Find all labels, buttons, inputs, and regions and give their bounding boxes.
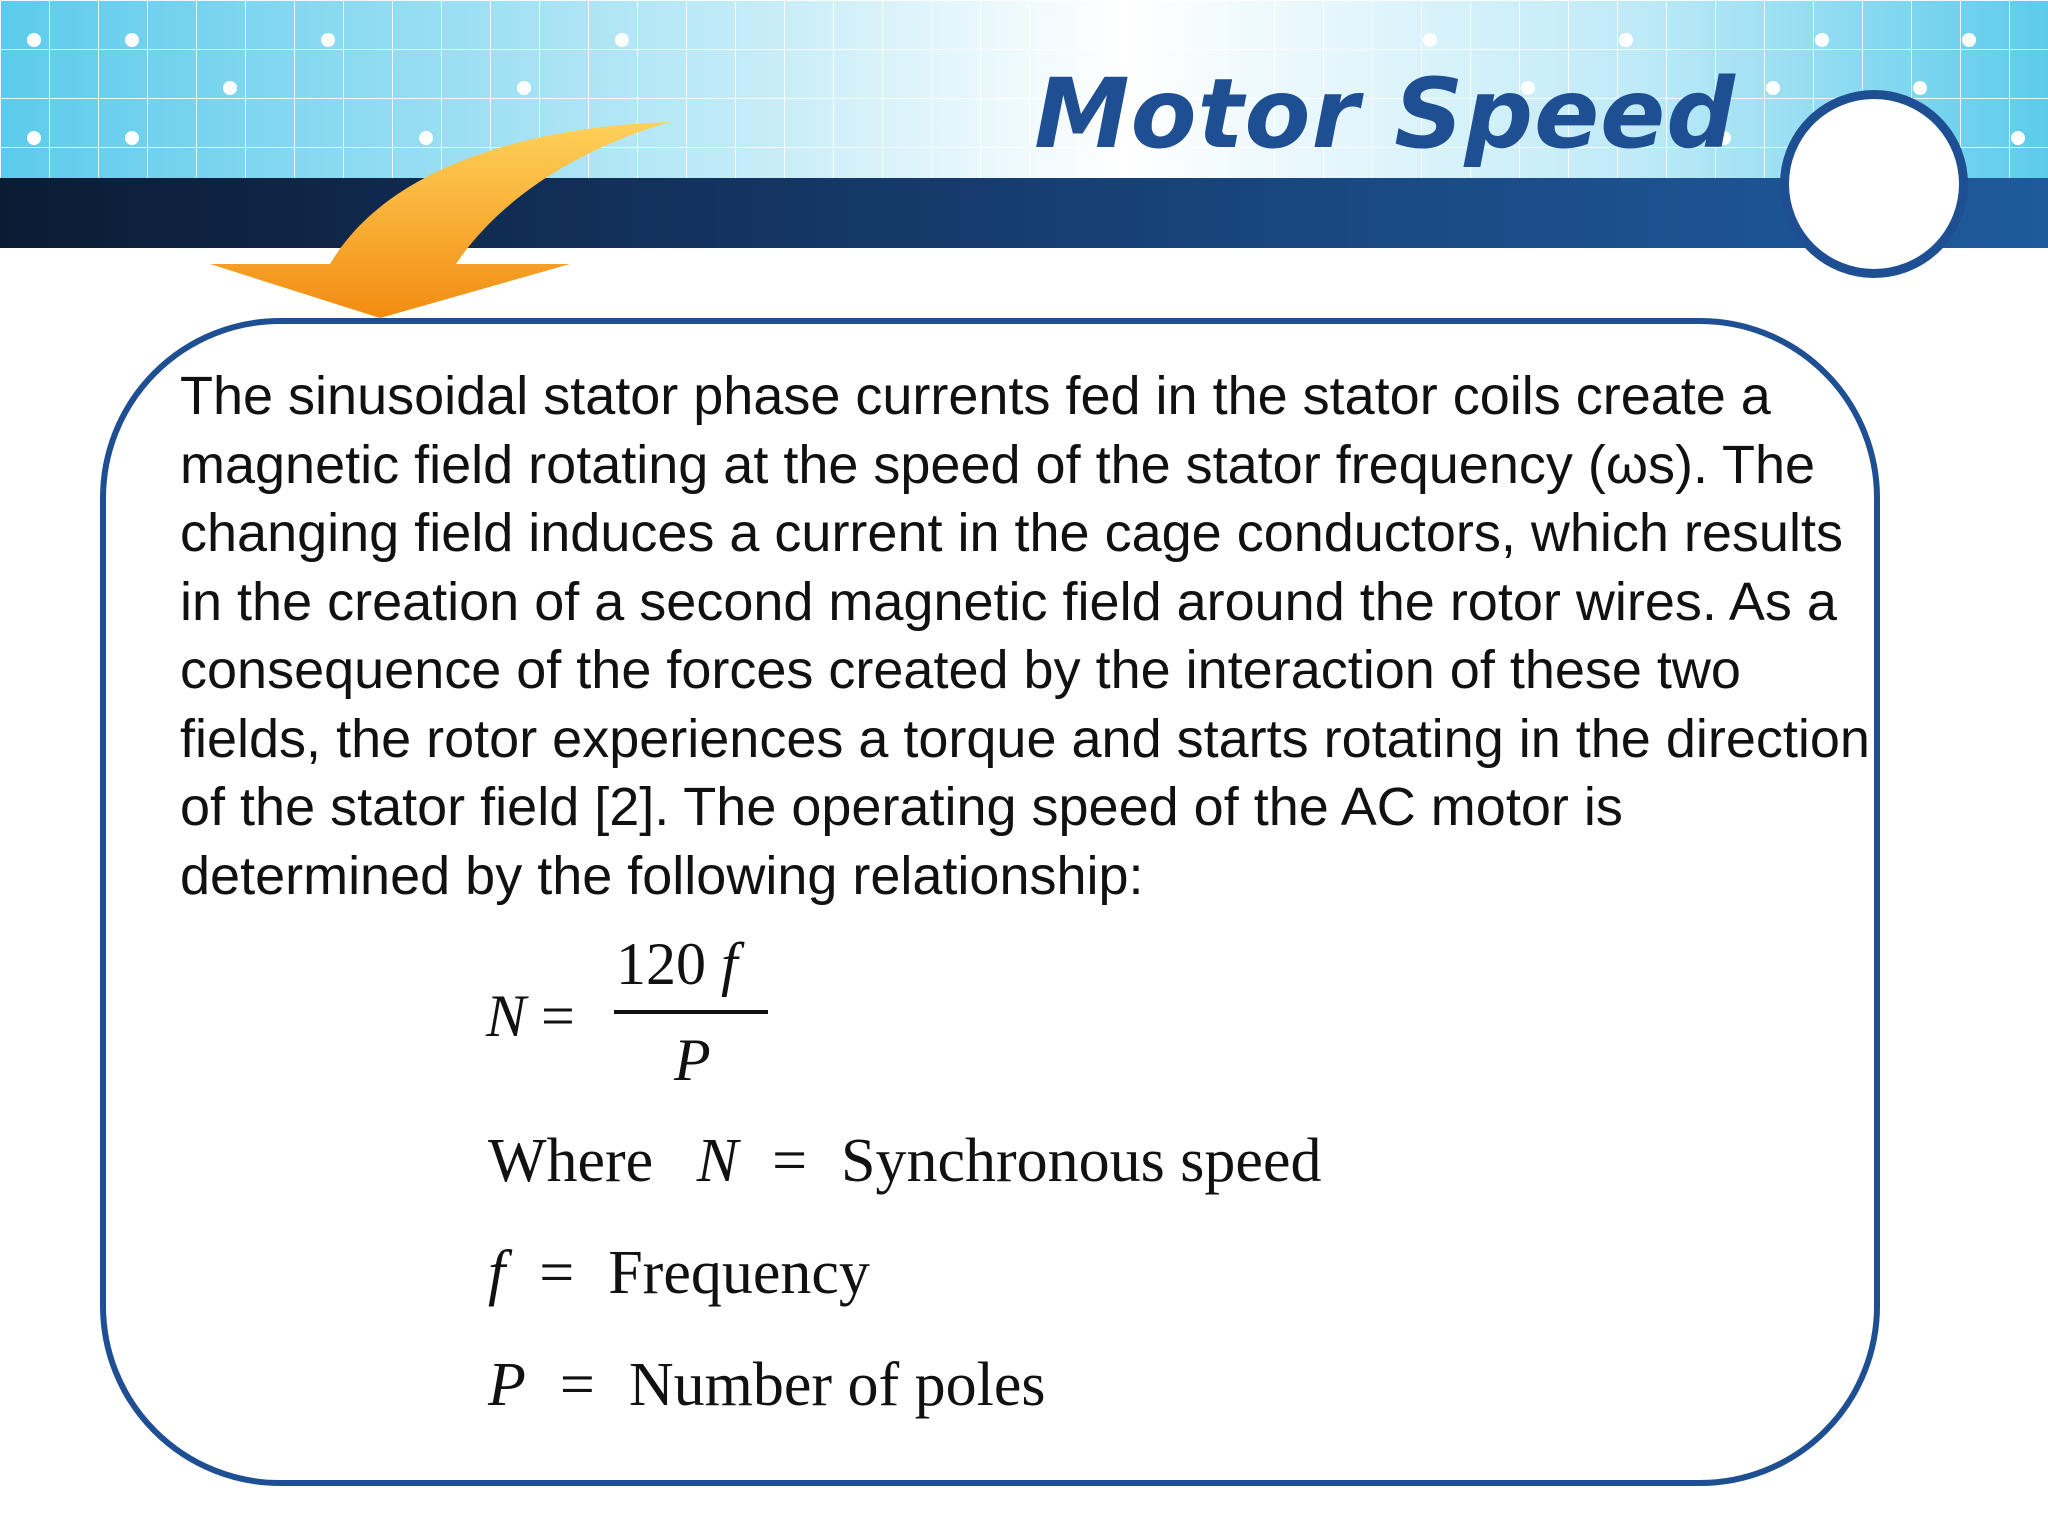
body-paragraph: The sinusoidal stator phase currents fed in the stator coils create a magnetic field rotating at the speed of the stator frequency (ωs). The changing field induces a current in the cage conductors, which results in the creation of a second magnetic field around the rotor wires. As a consequence of the forces created by the interaction of these two fields, the rotor experiences a torque and starts rotating in the direction of the stator field [2]. The operating speed of the AC motor is determined by the following relationship:: [180, 366, 1870, 906]
formula-lhs: N =: [486, 983, 575, 1049]
decorative-ring: [1780, 90, 1968, 278]
definition-synchronous-speed: Where N = Synchronous speed: [488, 1127, 1322, 1195]
formula-denominator: P: [674, 1027, 711, 1093]
definition-poles: P = Number of poles: [488, 1351, 1046, 1419]
speed-formula: [486, 930, 806, 1100]
slide-title: Motor Speed: [1034, 58, 1736, 170]
fraction-bar: [614, 1010, 768, 1014]
formula-numerator: 120 f: [616, 931, 738, 997]
definition-frequency: f = Frequency: [488, 1239, 870, 1307]
curved-arrow-icon: [200, 118, 680, 318]
